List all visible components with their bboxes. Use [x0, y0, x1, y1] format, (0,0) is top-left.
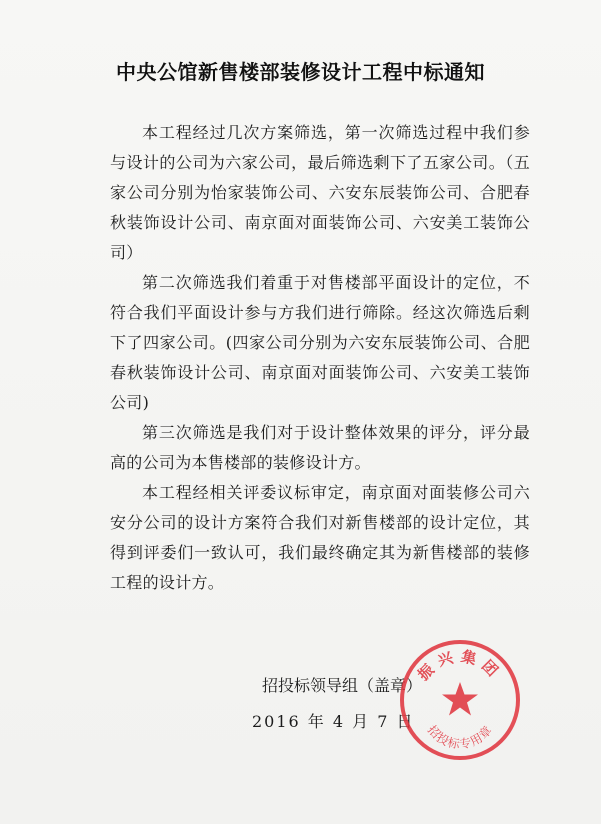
official-seal-icon [396, 636, 524, 764]
seal-bottom-text: 招投标专用章 [424, 722, 496, 752]
paragraph-1: 本工程经过几次方案筛选，第一次筛选过程中我们参与设计的公司为六家公司，最后筛选剩下了五家公司。（五家公司分别为怡家装饰公司、六安东辰装饰公司、合肥春秋装饰设计公司、南京面对面装饰公司、六安美工装饰公司） [110, 123, 530, 262]
seal-star-icon [442, 682, 478, 716]
signature-date: 2016 年 4 月 7 日 [252, 712, 415, 731]
paragraph-3: 第三次筛选是我们对于设计整体效果的评分，评分最高的公司为本售楼部的装修设计方。 [110, 423, 530, 472]
paragraph-2: 第二次筛选我们着重于对售楼部平面设计的定位，不符合我们平面设计参与方我们进行筛除。经这次筛选后剩下了四家公司。(四家公司分别为六安东辰装饰公司、合肥春秋装饰设计公司、南京面对面装饰公司、六安美工装饰公司) [110, 273, 530, 412]
document-body [110, 118, 530, 598]
paragraph-4: 本工程经相关评委议标审定，南京面对面装修公司六安分公司的设计方案符合我们对新售楼部的设计定位，其得到评委们一致认可，我们最终确定其为新售楼部的装修工程的设计方。 [110, 483, 530, 592]
signature-group: 招投标领导组（盖章） [262, 676, 423, 695]
document-title: 中央公馆新售楼部装修设计工程中标通知 [116, 60, 485, 84]
seal-top-text: 振兴集团 [414, 647, 506, 685]
